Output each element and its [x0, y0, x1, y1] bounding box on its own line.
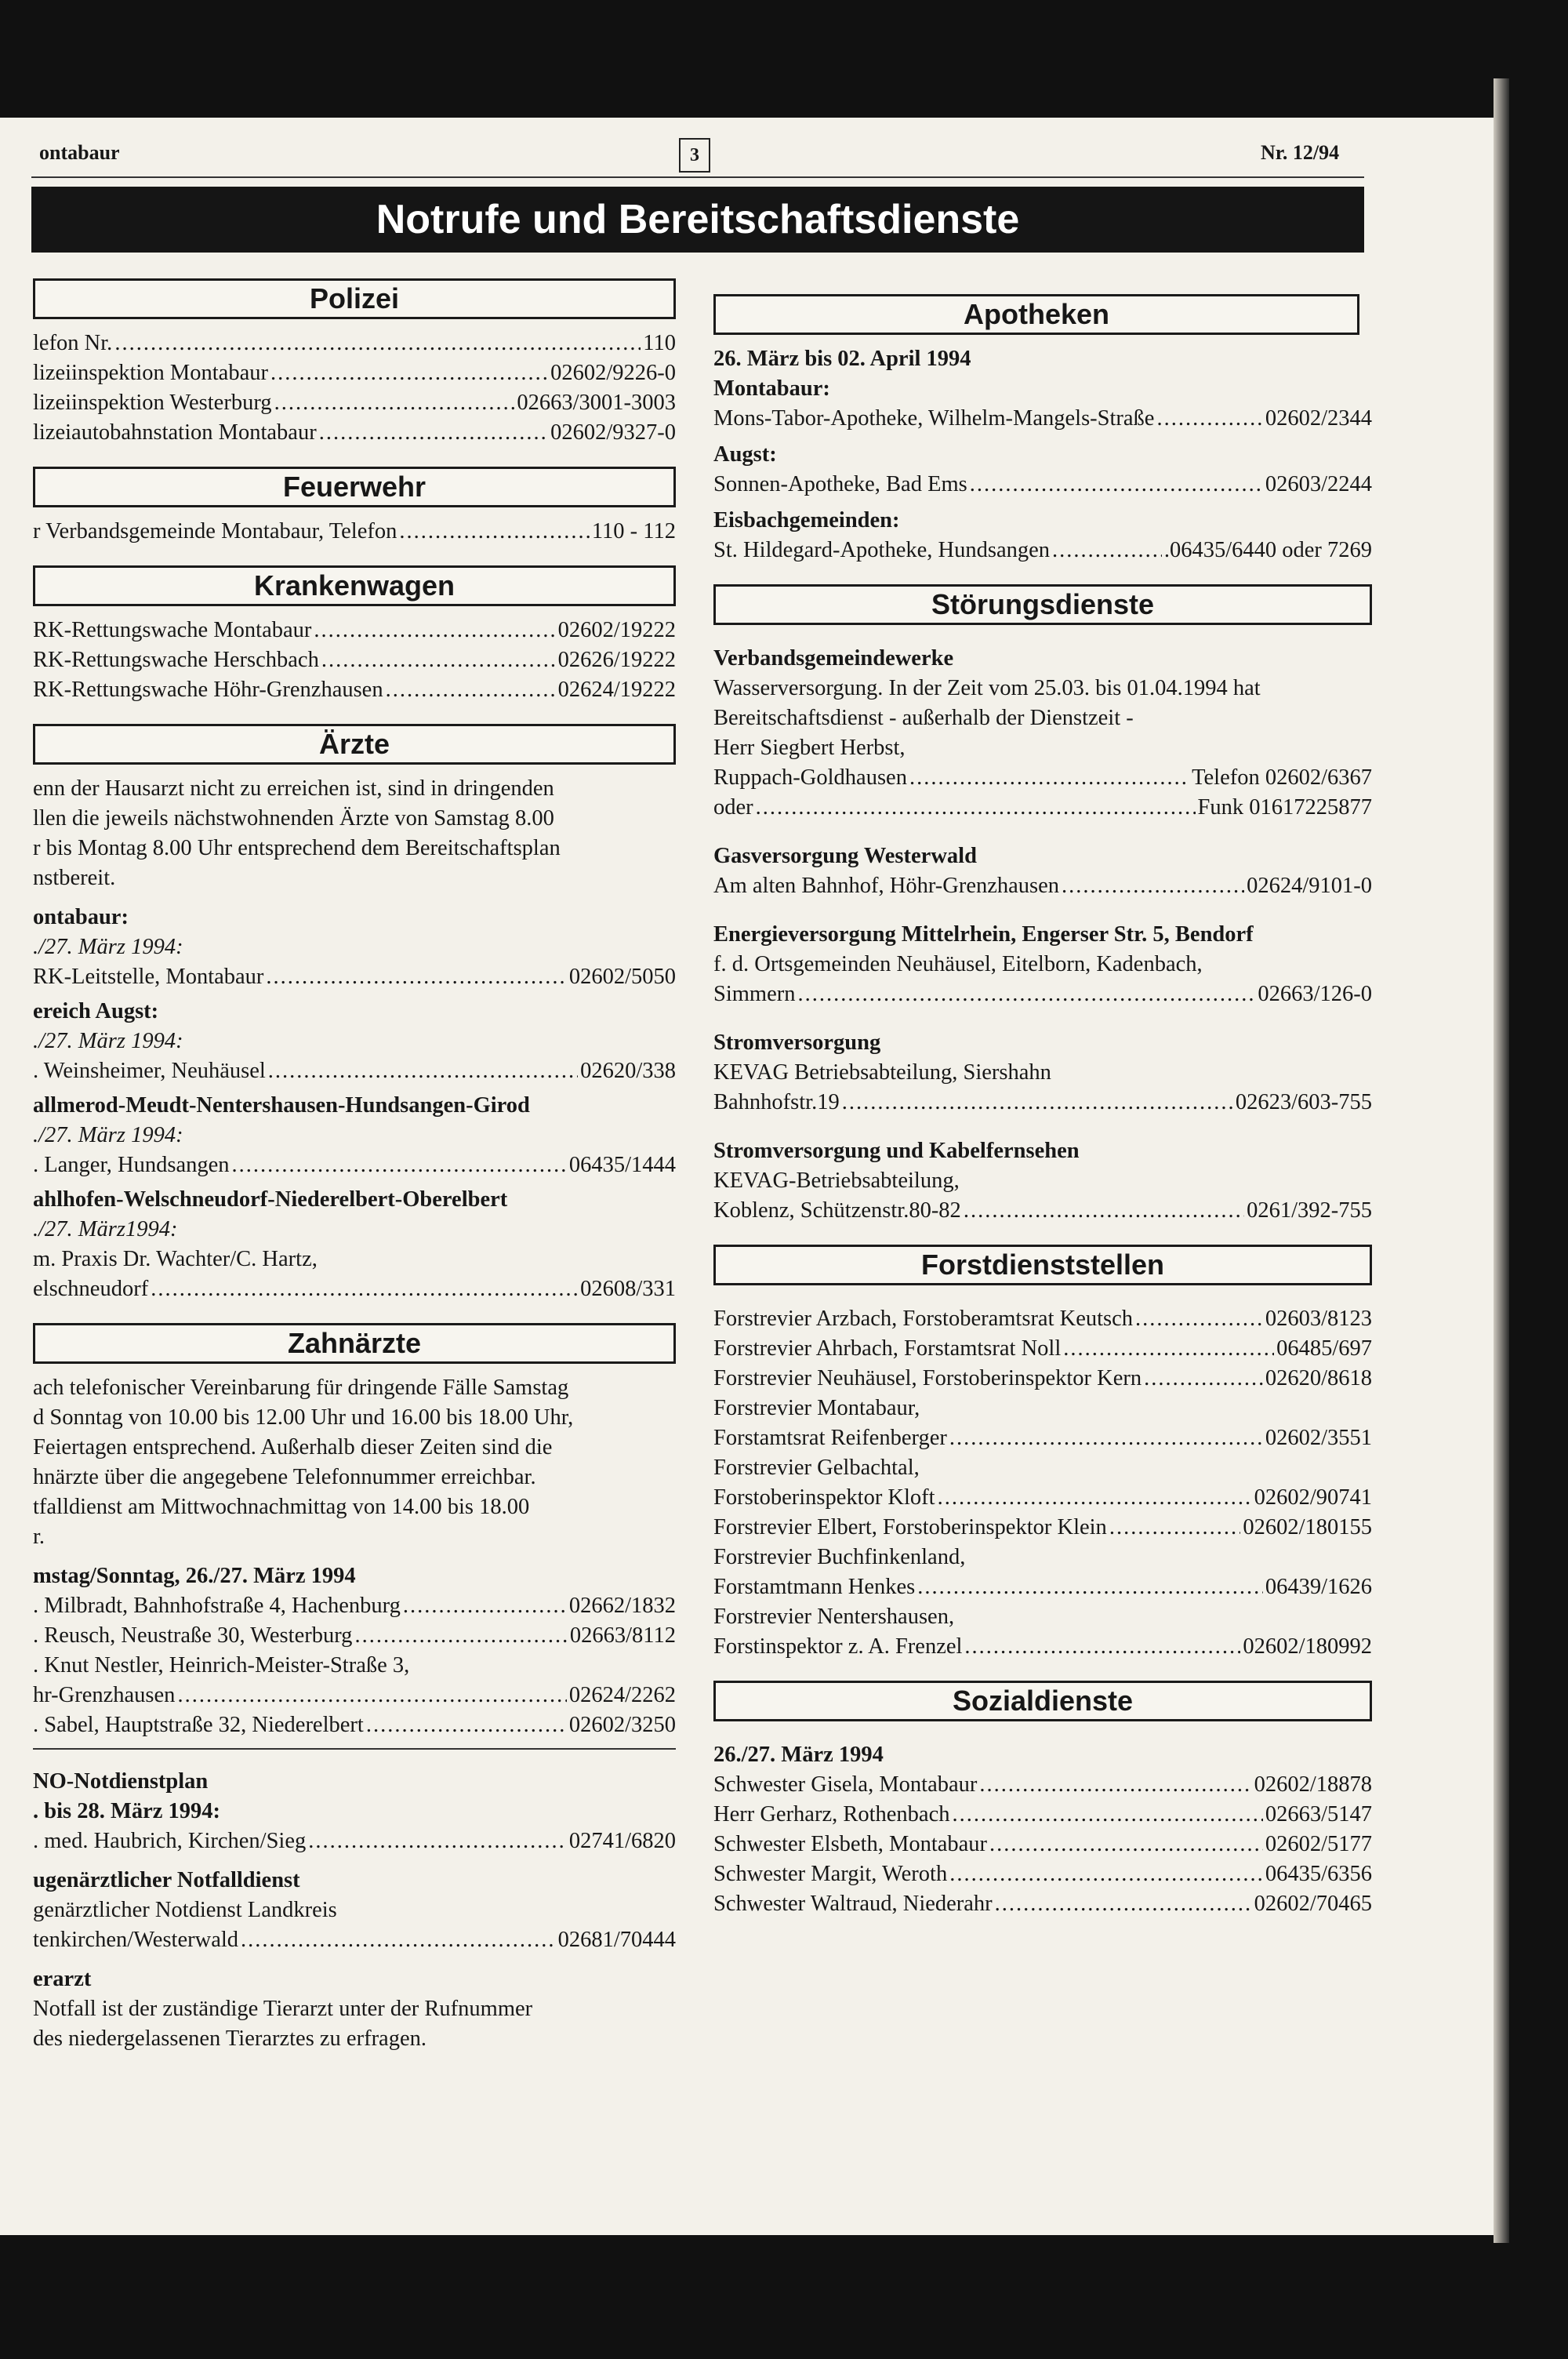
vg-line: Herr Siegbert Herbst, — [713, 736, 906, 760]
augen-title: ugenärztlicher Notfalldienst — [33, 1868, 300, 1892]
entry-value: 02602/70465 — [1254, 1892, 1372, 1916]
heading-aerzte: Ärzte — [33, 724, 676, 765]
apotheken-date: 26. März bis 02. April 1994 — [713, 347, 971, 371]
leader-dots — [798, 980, 1256, 1009]
leader-dots — [1062, 871, 1244, 901]
leader-dots — [314, 616, 555, 645]
entry-value: 02624/19222 — [557, 678, 676, 702]
entry-value: 06435/1444 — [568, 1153, 676, 1177]
entry-value: 02663/8112 — [569, 1623, 676, 1648]
forst-list — [713, 1304, 1372, 1662]
aerzte-group-date: ./27. März1994: — [33, 1217, 178, 1241]
leader-dots — [232, 1150, 567, 1180]
page-number: 3 — [679, 138, 710, 173]
entry-label: . Knut Nestler, Heinrich-Meister-Straße 3, — [33, 1653, 410, 1677]
entry-value: 02620/338 — [580, 1059, 676, 1083]
entry-row — [713, 1513, 1372, 1543]
entry-value: 110 - 112 — [591, 519, 676, 543]
leader-dots — [970, 470, 1263, 500]
entry-row — [713, 404, 1372, 434]
entry-value: 02602/3551 — [1265, 1426, 1372, 1450]
entry-row — [33, 1621, 676, 1651]
entry-value: Funk 01617225877 — [1197, 795, 1372, 820]
entry-value: 02662/1832 — [568, 1594, 676, 1618]
entry-label: elschneudorf — [33, 1277, 149, 1301]
entry-row — [713, 1423, 1372, 1453]
entry-row — [33, 329, 676, 358]
hno-title: NO-Notdienstplan — [33, 1769, 209, 1794]
apotheken-group-title: Eisbachgemeinden: — [713, 508, 900, 533]
entry-row — [33, 1710, 676, 1740]
entry-label: Forstrevier Nentershausen, — [713, 1605, 955, 1629]
entry-value: 02608/331 — [580, 1277, 676, 1301]
tierarzt-line-1: Notfall ist der zuständige Tierarzt unter der Rufnummer — [33, 1997, 533, 2021]
entry-label: Koblenz, Schützenstr.80-82 — [713, 1198, 961, 1223]
heading-sozialdienste: Sozialdienste — [713, 1681, 1372, 1721]
leader-dots — [114, 329, 641, 358]
entry-label: Simmern — [713, 982, 796, 1006]
entry-value: 02602/18878 — [1254, 1772, 1372, 1797]
entry-label: Forstrevier Elbert, Forstoberinspektor Klein — [713, 1515, 1107, 1539]
entry-label: RK-Rettungswache Montabaur — [33, 618, 312, 642]
entry-label: Forstamtsrat Reifenberger — [713, 1426, 947, 1450]
gas-title: Gasversorgung Westerwald — [713, 844, 977, 868]
entry-row — [33, 645, 676, 675]
entry-row — [713, 1364, 1372, 1394]
entry-label: Forstoberinspektor Kloft — [713, 1485, 935, 1510]
leader-dots — [354, 1621, 567, 1651]
entry-label: Forstrevier Montabaur, — [713, 1396, 920, 1420]
entry-label: Forstrevier Ahrbach, Forstamtsrat Noll — [713, 1336, 1062, 1361]
entry-value: Telefon 02602/6367 — [1192, 765, 1372, 790]
entry-value: 02602/180155 — [1243, 1515, 1372, 1539]
entry-label: Forstrevier Buchfinkenland, — [713, 1545, 966, 1569]
leader-dots — [756, 793, 1196, 823]
entry-label: Ruppach-Goldhausen — [713, 765, 907, 790]
leader-dots — [321, 645, 556, 675]
entry-label: r Verbandsgemeinde Montabaur, Telefon — [33, 519, 397, 543]
leader-dots — [403, 1591, 567, 1621]
entry-value: 02602/3250 — [568, 1713, 676, 1737]
energie-list — [713, 980, 1372, 1009]
entry-label: Am alten Bahnhof, Höhr-Grenzhausen — [713, 874, 1060, 898]
entry-value: 06485/697 — [1276, 1336, 1372, 1361]
entry-row — [33, 1925, 676, 1955]
entry-label: Forstrevier Gelbachtal, — [713, 1456, 920, 1480]
entry-label: lizeiinspektion Montabaur — [33, 361, 268, 385]
zahnaerzte-list — [33, 1591, 676, 1740]
entry-row — [33, 358, 676, 388]
entry-value: 02602/5050 — [568, 965, 676, 989]
aerzte-group-date: ./27. März 1994: — [33, 1123, 183, 1147]
leader-dots — [1052, 536, 1162, 565]
aerzte-intro-line: r bis Montag 8.00 Uhr entsprechend dem Bereitschaftsplan — [33, 836, 561, 860]
leader-dots — [1144, 1364, 1263, 1394]
leader-dots — [964, 1632, 1240, 1662]
leader-dots — [949, 1423, 1263, 1453]
feuerwehr-list — [33, 517, 676, 547]
entry-label: Herr Gerharz, Rothenbach — [713, 1802, 950, 1826]
vg-line: Wasserversorgung. In der Zeit vom 25.03. bis 01.04.1994 hat — [713, 676, 1261, 700]
polizei-list — [33, 329, 676, 448]
entry-label: Bahnhofstr.19 — [713, 1090, 840, 1114]
entry-label: RK-Rettungswache Höhr-Grenzhausen — [33, 678, 383, 702]
entry-row — [713, 1334, 1372, 1364]
leader-dots — [241, 1925, 556, 1955]
zahnaerzte-intro — [33, 1373, 676, 1552]
leader-dots — [964, 1196, 1244, 1226]
left-column — [33, 278, 676, 2054]
leader-dots — [266, 962, 566, 992]
entry-row — [33, 962, 676, 992]
tierarzt-line-2: des niedergelassenen Tierarztes zu erfragen. — [33, 2026, 426, 2051]
entry-row — [33, 1591, 676, 1621]
entry-value: 02741/6820 — [568, 1829, 676, 1853]
aerzte-group-date: ./27. März 1994: — [33, 1029, 183, 1053]
entry-row — [33, 1651, 676, 1681]
zahnaerzte-intro-line: ach telefonischer Vereinbarung für dringende Fälle Samstag — [33, 1376, 569, 1400]
zahnaerzte-intro-line: hnärzte über die angegebene Telefonnummer erreichbar. — [33, 1465, 536, 1489]
entry-label: hr-Grenzhausen — [33, 1683, 176, 1707]
kabel-title: Stromversorgung und Kabelfernsehen — [713, 1139, 1080, 1163]
entry-value: 02602/9226-0 — [550, 361, 676, 385]
entry-value: 02603/8123 — [1265, 1307, 1372, 1331]
entry-label: Schwester Waltraud, Niederahr — [713, 1892, 993, 1916]
aerzte-group-title: ahlhofen-Welschneudorf-Niederelbert-Oberelbert — [33, 1187, 508, 1212]
entry-value: 110 — [643, 331, 676, 355]
heading-stoerungsdienste: Störungsdienste — [713, 584, 1372, 625]
entry-value: 02602/2344 — [1265, 406, 1372, 431]
leader-dots — [979, 1770, 1251, 1800]
energie-text — [713, 950, 1372, 980]
kabel-text — [713, 1166, 1372, 1196]
entry-label: Forstrevier Arzbach, Forstoberamtsrat Keutsch — [713, 1307, 1134, 1331]
strom-title: Stromversorgung — [713, 1030, 881, 1055]
vg-title: Verbandsgemeindewerke — [713, 646, 954, 671]
aerzte-intro — [33, 774, 676, 893]
entry-value: 02603/2244 — [1265, 472, 1372, 496]
entry-label: . Weinsheimer, Neuhäusel — [33, 1059, 266, 1083]
entry-row — [33, 616, 676, 645]
entry-label: . Milbradt, Bahnhofstraße 4, Hachenburg — [33, 1594, 401, 1618]
entry-row — [713, 1543, 1372, 1572]
entry-row — [33, 1681, 676, 1710]
entry-row — [713, 1770, 1372, 1800]
vg-text — [713, 674, 1372, 763]
gas-list — [713, 871, 1372, 901]
leader-dots — [917, 1572, 1263, 1602]
entry-value: 02681/70444 — [557, 1928, 676, 1952]
leader-dots — [1109, 1513, 1241, 1543]
heading-apotheken: Apotheken — [713, 294, 1359, 335]
entry-label: . Sabel, Hauptstraße 32, Niederelbert — [33, 1713, 364, 1737]
entry-label: . Langer, Hundsangen — [33, 1153, 230, 1177]
leader-dots — [949, 1859, 1263, 1889]
entry-value: 06435/6356 — [1265, 1862, 1372, 1886]
aerzte-group-date: ./27. März 1994: — [33, 935, 183, 959]
entry-value: 02624/2262 — [568, 1683, 676, 1707]
entry-label: Forstamtmann Henkes — [713, 1575, 916, 1599]
entry-row — [713, 1453, 1372, 1483]
zahnaerzte-intro-line: Feiertagen entsprechend. Außerhalb dieser Zeiten sind die — [33, 1435, 553, 1459]
aerzte-intro-line: enn der Hausarzt nicht zu erreichen ist, sind in dringenden — [33, 776, 554, 801]
right-column — [713, 294, 1372, 1919]
entry-row — [713, 1572, 1372, 1602]
entry-row — [713, 1483, 1372, 1513]
entry-label: lefon Nr. — [33, 331, 113, 355]
entry-row — [713, 1088, 1372, 1118]
entry-label: RK-Rettungswache Herschbach — [33, 648, 319, 672]
entry-row — [713, 470, 1372, 500]
hno-date: . bis 28. März 1994: — [33, 1799, 221, 1823]
entry-label: . med. Haubrich, Kirchen/Sieg — [33, 1829, 307, 1853]
leader-dots — [319, 418, 548, 448]
entry-label: Schwester Gisela, Montabaur — [713, 1772, 978, 1797]
issue-number: Nr. 12/94 — [1261, 141, 1340, 164]
entry-value: .06435/6440 oder 7269 — [1163, 538, 1372, 562]
header-rule — [31, 176, 1364, 178]
augen-line: genärztlicher Notdienst Landkreis — [33, 1898, 337, 1922]
entry-label: . Reusch, Neustraße 30, Westerburg — [33, 1623, 353, 1648]
entry-row — [33, 1826, 676, 1856]
leader-dots — [274, 388, 515, 418]
entry-value: 0261/392-755 — [1247, 1198, 1372, 1223]
zahnaerzte-intro-line: tfalldienst am Mittwochnachmittag von 14.00 bis 18.00 — [33, 1495, 530, 1519]
aerzte-group-extra: m. Praxis Dr. Wachter/C. Hartz, — [33, 1247, 318, 1271]
entry-row — [713, 980, 1372, 1009]
tierarzt-title: erarzt — [33, 1967, 92, 1991]
zahnaerzte-date: mstag/Sonntag, 26./27. März 1994 — [33, 1564, 356, 1588]
entry-row — [33, 1274, 676, 1304]
entry-row — [713, 1859, 1372, 1889]
strom-list — [713, 1088, 1372, 1118]
entry-label: Sonnen-Apotheke, Bad Ems — [713, 472, 967, 496]
entry-value: 06439/1626 — [1265, 1575, 1372, 1599]
vg-list — [713, 763, 1372, 823]
zahnaerzte-intro-line: r. — [33, 1525, 45, 1549]
section-rule — [33, 1748, 676, 1750]
entry-label: lizeiautobahnstation Montabaur — [33, 420, 317, 445]
leader-dots — [366, 1710, 567, 1740]
entry-value: 02602/90741 — [1254, 1485, 1372, 1510]
entry-value: 02623/603-755 — [1235, 1090, 1372, 1114]
entry-label: St. Hildegard-Apotheke, Hundsangen — [713, 538, 1050, 562]
leader-dots — [177, 1681, 566, 1710]
energie-line: f. d. Ortsgemeinden Neuhäusel, Eitelborn, Kadenbach, — [713, 952, 1203, 976]
leader-dots — [270, 358, 548, 388]
hno-list — [33, 1826, 676, 1856]
entry-row — [713, 1800, 1372, 1830]
entry-row — [713, 1602, 1372, 1632]
entry-row — [33, 517, 676, 547]
entry-row — [713, 1304, 1372, 1334]
leader-dots — [1063, 1334, 1274, 1364]
aerzte-group-title: ereich Augst: — [33, 999, 159, 1023]
entry-row — [33, 418, 676, 448]
entry-row — [713, 1830, 1372, 1859]
kabel-list — [713, 1196, 1372, 1226]
entry-value: 02624/9101-0 — [1247, 874, 1372, 898]
strom-text — [713, 1058, 1372, 1088]
energie-title: Energieversorgung Mittelrhein, Engerser Str. 5, Bendorf — [713, 922, 1254, 947]
leader-dots — [952, 1800, 1262, 1830]
heading-krankenwagen: Krankenwagen — [33, 565, 676, 606]
leader-dots — [989, 1830, 1263, 1859]
entry-label: Mons-Tabor-Apotheke, Wilhelm-Mangels-Straße — [713, 406, 1155, 431]
apotheken-group-title: Montabaur: — [713, 376, 830, 401]
aerzte-groups — [33, 903, 676, 1304]
entry-label: lizeiinspektion Westerburg — [33, 391, 272, 415]
leader-dots — [386, 675, 556, 705]
entry-label: RK-Leitstelle, Montabaur — [33, 965, 264, 989]
page-title: Notrufe und Bereitschaftsdienste — [31, 187, 1364, 253]
entry-value: 02602/5177 — [1265, 1832, 1372, 1856]
kabel-line: KEVAG-Betriebsabteilung, — [713, 1169, 960, 1193]
apotheken-groups — [713, 374, 1372, 565]
entry-row — [33, 1150, 676, 1180]
entry-value: 02602/19222 — [557, 618, 676, 642]
leader-dots — [399, 517, 590, 547]
krankenwagen-list — [33, 616, 676, 705]
sozial-date: 26./27. März 1994 — [713, 1743, 884, 1767]
leader-dots — [995, 1889, 1252, 1919]
entry-row — [33, 388, 676, 418]
entry-label: Schwester Elsbeth, Montabaur — [713, 1832, 988, 1856]
entry-value: 02602/180992 — [1243, 1634, 1372, 1659]
aerzte-intro-line: nstbereit. — [33, 866, 116, 890]
entry-row — [713, 1196, 1372, 1226]
aerzte-intro-line: llen die jeweils nächstwohnenden Ärzte von Samstag 8.00 — [33, 806, 554, 831]
heading-forstdienststellen: Forstdienststellen — [713, 1245, 1372, 1285]
leader-dots — [151, 1274, 578, 1304]
aerzte-group-title: ontabaur: — [33, 905, 129, 929]
leader-dots — [938, 1483, 1252, 1513]
vg-line: Bereitschaftsdienst - außerhalb der Dienstzeit - — [713, 706, 1134, 730]
entry-label: oder — [713, 795, 753, 820]
entry-value: 02663/126-0 — [1258, 982, 1372, 1006]
entry-row — [713, 871, 1372, 901]
entry-row — [33, 675, 676, 705]
leader-dots — [842, 1088, 1233, 1118]
strom-line: KEVAG Betriebsabteilung, Siershahn — [713, 1060, 1051, 1085]
apotheken-group-title: Augst: — [713, 442, 777, 467]
heading-feuerwehr: Feuerwehr — [33, 467, 676, 507]
leader-dots — [1135, 1304, 1263, 1334]
leader-dots — [308, 1826, 567, 1856]
entry-row — [713, 1632, 1372, 1662]
entry-value: 02626/19222 — [557, 648, 676, 672]
entry-row — [713, 536, 1372, 565]
entry-label: tenkirchen/Westerwald — [33, 1928, 239, 1952]
entry-value: 02602/9327-0 — [550, 420, 676, 445]
augen-list — [33, 1925, 676, 1955]
entry-row — [713, 1394, 1372, 1423]
entry-value: 02663/3001-3003 — [517, 391, 676, 415]
entry-row — [713, 1889, 1372, 1919]
header-left: ontabaur — [39, 141, 120, 164]
heading-polizei: Polizei — [33, 278, 676, 319]
entry-label: Forstrevier Neuhäusel, Forstoberinspektor Kern — [713, 1366, 1142, 1390]
zahnaerzte-intro-line: d Sonntag von 10.00 bis 12.00 Uhr und 16.00 bis 18.00 Uhr, — [33, 1405, 574, 1430]
leader-dots — [909, 763, 1189, 793]
entry-row — [713, 793, 1372, 823]
aerzte-group-title: allmerod-Meudt-Nentershausen-Hundsangen-Girod — [33, 1093, 530, 1118]
entry-label: Forstinspektor z. A. Frenzel — [713, 1634, 963, 1659]
entry-row — [713, 763, 1372, 793]
leader-dots — [268, 1056, 578, 1086]
leader-dots — [1156, 404, 1262, 434]
sozial-list — [713, 1770, 1372, 1919]
heading-zahnaerzte: Zahnärzte — [33, 1323, 676, 1364]
entry-value: 02663/5147 — [1265, 1802, 1372, 1826]
entry-label: Schwester Margit, Weroth — [713, 1862, 948, 1886]
entry-value: 02620/8618 — [1265, 1366, 1372, 1390]
entry-row — [33, 1056, 676, 1086]
